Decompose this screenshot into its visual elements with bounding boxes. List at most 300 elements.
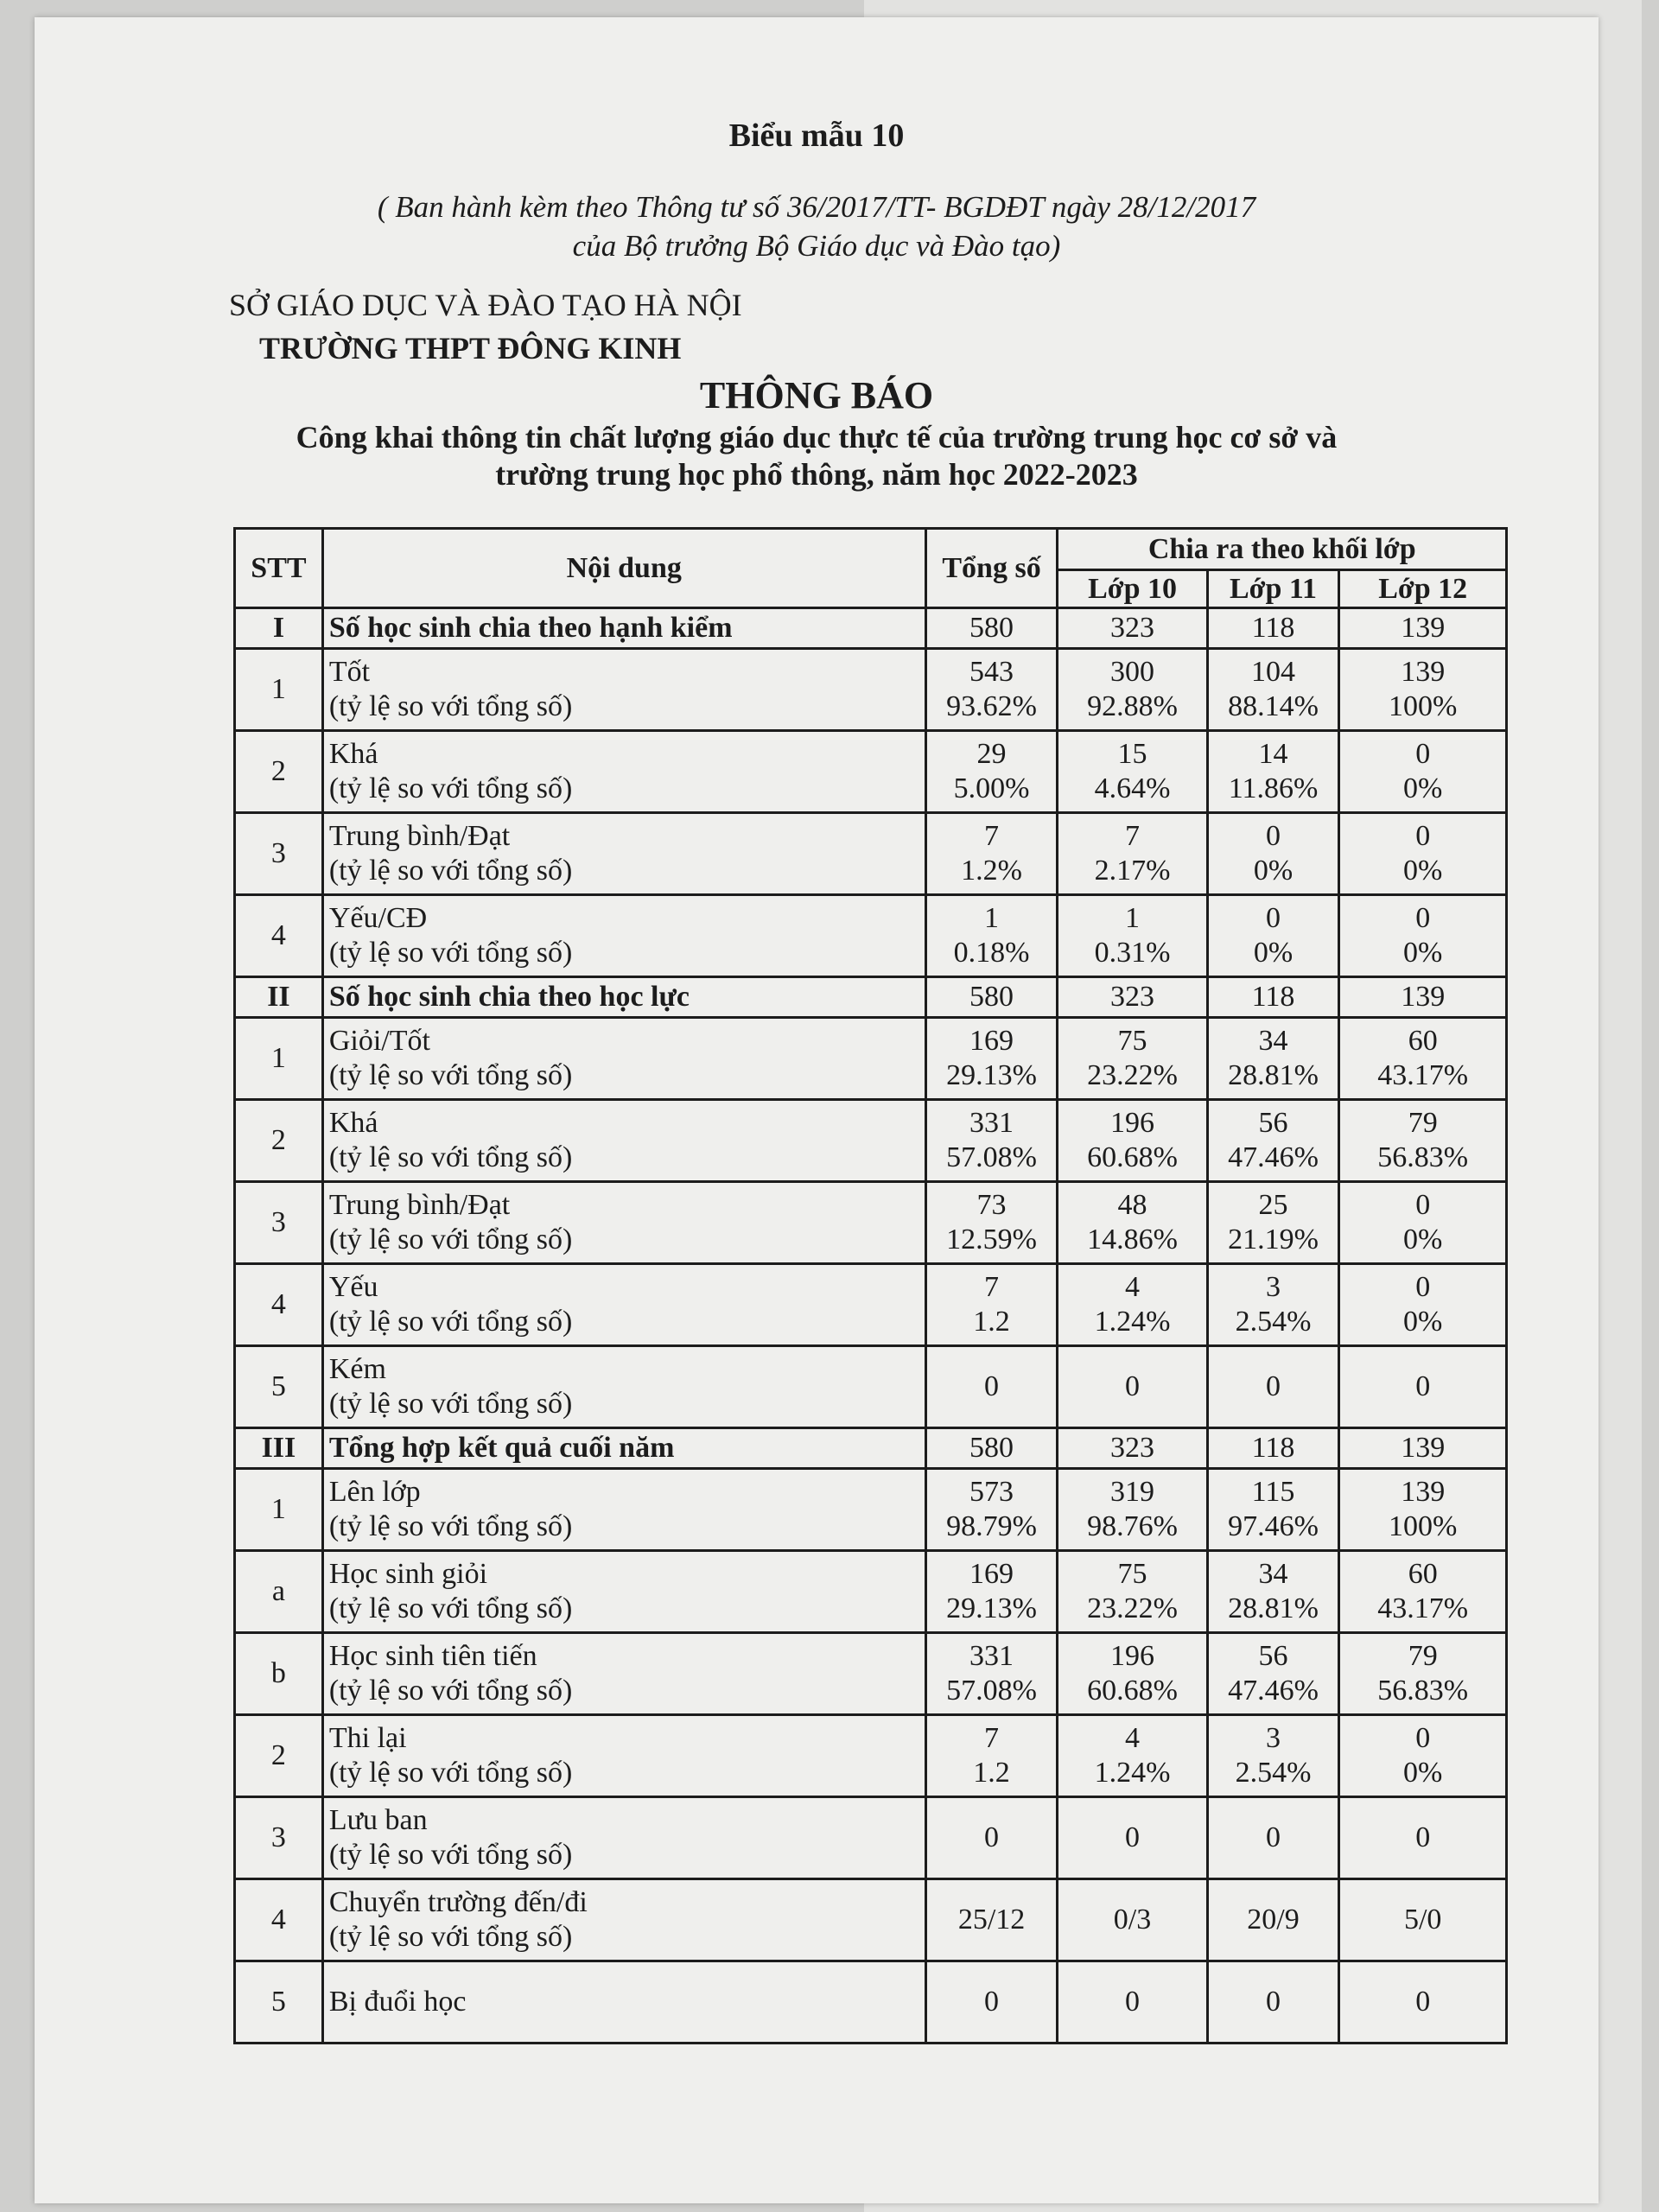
row-label: Học sinh tiên tiến	[328, 1640, 537, 1672]
grade-10-cell	[1058, 1797, 1207, 1879]
total-count: 331	[969, 1107, 1014, 1139]
total-count: 580	[969, 981, 1014, 1013]
row-label: Tổng hợp kết quả cuối năm	[328, 1432, 675, 1464]
grade-12-count: 0	[1415, 1271, 1431, 1303]
total-cell	[925, 895, 1058, 977]
document-subtitle-line-2: trường trung học phổ thông, năm học 2022-2023	[495, 457, 1138, 492]
grade-10-cell	[1058, 731, 1207, 813]
grade-12-count: 5/0	[1403, 1904, 1442, 1936]
row-label: Khá	[328, 738, 378, 770]
grade-11-count: 118	[1251, 981, 1295, 1013]
grade-11-ratio: 11.86%	[1228, 772, 1319, 804]
grade-10-cell	[1058, 1182, 1207, 1264]
table-row	[235, 895, 1507, 977]
stt-cell	[235, 1469, 323, 1551]
grade-10-count: 300	[1110, 656, 1155, 688]
row-sublabel: (tỷ lệ so với tổng số)	[328, 855, 573, 887]
grade-12-ratio: 100%	[1389, 690, 1458, 722]
issued-note-line-2: của Bộ trưởng Bộ Giáo dục và Đào tạo)	[572, 229, 1061, 263]
grade-11-cell	[1207, 1961, 1339, 2044]
content-cell	[322, 1961, 925, 2044]
grade-10-ratio: 1.24%	[1094, 1306, 1171, 1338]
total-cell	[925, 649, 1058, 731]
content-cell	[322, 1879, 925, 1961]
grade-12-count: 139	[1401, 1432, 1446, 1464]
grade-10-cell	[1058, 608, 1207, 649]
total-cell	[925, 1182, 1058, 1264]
row-sublabel: (tỷ lệ so với tổng số)	[328, 1592, 573, 1624]
grade-12-cell	[1339, 813, 1507, 895]
grade-10-count: 1	[1125, 902, 1141, 934]
quality-table	[233, 527, 1508, 2044]
grade-12-ratio: 0%	[1403, 855, 1443, 887]
grade-12-ratio: 100%	[1389, 1510, 1458, 1542]
table-row	[235, 1346, 1507, 1428]
table-row	[235, 1715, 1507, 1797]
total-cell	[925, 1018, 1058, 1100]
grade-10-cell	[1058, 1879, 1207, 1961]
row-sublabel: (tỷ lệ so với tổng số)	[328, 937, 573, 969]
grade-12-cell	[1339, 608, 1507, 649]
grade-12-cell	[1339, 649, 1507, 731]
table-row	[235, 1961, 1507, 2044]
grade-11-cell	[1207, 977, 1339, 1018]
content-cell	[322, 731, 925, 813]
table-row	[235, 1264, 1507, 1346]
total-count: 0	[984, 1370, 1000, 1402]
grade-12-cell	[1339, 1182, 1507, 1264]
total-cell	[925, 1715, 1058, 1797]
table-row	[235, 813, 1507, 895]
grade-10-cell	[1058, 1961, 1207, 2044]
content-cell	[322, 1018, 925, 1100]
content-cell	[322, 1469, 925, 1551]
form-name: Biểu mẫu 10	[728, 118, 905, 154]
grade-11-ratio: 97.46%	[1228, 1510, 1319, 1542]
grade-11-ratio: 2.54%	[1235, 1757, 1312, 1789]
row-label: Trung bình/Đạt	[328, 820, 511, 852]
stt-value: 2	[270, 1124, 286, 1156]
grade-12-count: 139	[1401, 1476, 1446, 1508]
content-cell	[322, 1100, 925, 1182]
row-label: Yếu/CĐ	[328, 902, 428, 934]
row-label: Lên lớp	[328, 1476, 421, 1508]
grade-11-cell	[1207, 895, 1339, 977]
total-cell	[925, 1346, 1058, 1428]
row-label: Thi lại	[328, 1722, 407, 1754]
row-label: Lưu ban	[328, 1804, 428, 1836]
grade-11-ratio: 28.81%	[1228, 1592, 1319, 1624]
stt-value: a	[271, 1575, 285, 1607]
grade-11-cell	[1207, 1100, 1339, 1182]
row-sublabel: (tỷ lệ so với tổng số)	[328, 1757, 573, 1789]
row-sublabel: (tỷ lệ so với tổng số)	[328, 772, 573, 804]
total-cell	[925, 977, 1058, 1018]
grade-10-cell	[1058, 1469, 1207, 1551]
grade-12-count: 0	[1415, 1370, 1431, 1402]
grade-11-count: 104	[1251, 656, 1295, 688]
row-sublabel: (tỷ lệ so với tổng số)	[328, 1388, 573, 1420]
grade-10-count: 75	[1117, 1025, 1147, 1057]
grade-12-count: 139	[1401, 981, 1446, 1013]
grade-11-cell	[1207, 1346, 1339, 1428]
grade-12-count: 0	[1415, 1821, 1431, 1853]
header-grade-11: Lớp 11	[1207, 570, 1339, 608]
stt-cell	[235, 1100, 323, 1182]
grade-11-count: 0	[1266, 1821, 1281, 1853]
stt-cell	[235, 1346, 323, 1428]
header-grade-10: Lớp 10	[1058, 570, 1207, 608]
total-ratio: 0.18%	[953, 937, 1030, 969]
grade-12-cell	[1339, 731, 1507, 813]
grade-11-cell	[1207, 1428, 1339, 1469]
table-row	[235, 731, 1507, 813]
row-sublabel: (tỷ lệ so với tổng số)	[328, 1141, 573, 1173]
grade-10-count: 0	[1125, 1986, 1141, 2018]
grade-10-count: 323	[1110, 981, 1155, 1013]
stt-cell	[235, 1018, 323, 1100]
grade-11-count: 3	[1266, 1722, 1281, 1754]
grade-10-cell	[1058, 649, 1207, 731]
content-cell	[322, 608, 925, 649]
stt-value: 3	[270, 1821, 286, 1853]
section-row	[235, 977, 1507, 1018]
grade-10-count: 323	[1110, 612, 1155, 644]
grade-11-cell	[1207, 1879, 1339, 1961]
grade-10-ratio: 23.22%	[1087, 1059, 1178, 1091]
stt-cell	[235, 1428, 323, 1469]
header-grade-12: Lớp 12	[1339, 570, 1507, 608]
row-sublabel: (tỷ lệ so với tổng số)	[328, 1059, 573, 1091]
total-count: 169	[969, 1558, 1014, 1590]
grade-10-count: 4	[1125, 1271, 1141, 1303]
total-cell	[925, 1428, 1058, 1469]
grade-10-count: 75	[1117, 1558, 1147, 1590]
total-count: 169	[969, 1025, 1014, 1057]
total-cell	[925, 1879, 1058, 1961]
grade-12-cell	[1339, 1961, 1507, 2044]
row-sublabel: (tỷ lệ so với tổng số)	[328, 1921, 573, 1953]
grade-10-cell	[1058, 1264, 1207, 1346]
grade-10-ratio: 60.68%	[1087, 1141, 1178, 1173]
total-cell	[925, 1633, 1058, 1715]
grade-10-ratio: 1.24%	[1094, 1757, 1171, 1789]
grade-12-cell	[1339, 1551, 1507, 1633]
stt-cell	[235, 1715, 323, 1797]
grade-12-count: 139	[1401, 656, 1446, 688]
grade-11-count: 3	[1266, 1271, 1281, 1303]
grade-11-cell	[1207, 1469, 1339, 1551]
grade-12-cell	[1339, 895, 1507, 977]
grade-11-ratio: 47.46%	[1228, 1675, 1319, 1707]
grade-11-cell	[1207, 1633, 1339, 1715]
grade-12-cell	[1339, 1428, 1507, 1469]
grade-11-cell	[1207, 813, 1339, 895]
stt-cell	[235, 1551, 323, 1633]
stt-value: 1	[270, 1042, 286, 1074]
stt-value: 3	[270, 837, 286, 869]
grade-11-count: 0	[1266, 1986, 1281, 2018]
grade-11-cell	[1207, 1797, 1339, 1879]
stt-value: 4	[270, 919, 286, 951]
grade-11-count: 0	[1266, 902, 1281, 934]
content-cell	[322, 1346, 925, 1428]
document-subtitle-line-1: Công khai thông tin chất lượng giáo dục thực tế của trường trung học cơ sở và	[296, 420, 1338, 454]
grade-11-count: 56	[1258, 1107, 1288, 1139]
table-row	[235, 1551, 1507, 1633]
grade-10-cell	[1058, 1551, 1207, 1633]
total-count: 0	[984, 1986, 1000, 2018]
grade-12-cell	[1339, 1633, 1507, 1715]
grade-12-ratio: 0%	[1403, 1757, 1443, 1789]
total-cell	[925, 1264, 1058, 1346]
content-cell	[322, 1633, 925, 1715]
total-count: 29	[976, 738, 1007, 770]
grade-11-count: 56	[1258, 1640, 1288, 1672]
grade-12-ratio: 0%	[1403, 772, 1443, 804]
content-cell	[322, 1715, 925, 1797]
total-count: 580	[969, 612, 1014, 644]
stt-value: 5	[270, 1986, 286, 2018]
stt-value: II	[267, 981, 290, 1013]
school-name: TRƯỜNG THPT ĐÔNG KINH	[259, 331, 682, 365]
grade-11-cell	[1207, 731, 1339, 813]
document-sheet	[35, 17, 1599, 2203]
content-cell	[322, 1428, 925, 1469]
grade-10-count: 15	[1117, 738, 1147, 770]
row-label: Giỏi/Tốt	[328, 1025, 430, 1057]
grade-11-count: 14	[1258, 738, 1288, 770]
grade-10-cell	[1058, 1018, 1207, 1100]
stt-value: 3	[270, 1206, 286, 1238]
total-ratio: 57.08%	[946, 1675, 1037, 1707]
total-ratio: 12.59%	[946, 1224, 1037, 1255]
grade-10-ratio: 14.86%	[1087, 1224, 1178, 1255]
grade-12-ratio: 56.83%	[1377, 1675, 1469, 1707]
grade-12-count: 60	[1408, 1558, 1438, 1590]
row-label: Chuyển trường đến/đi	[328, 1886, 588, 1918]
department-name: SỞ GIÁO DỤC VÀ ĐÀO TẠO HÀ NỘI	[229, 288, 742, 322]
grade-12-count: 0	[1415, 1986, 1431, 2018]
grade-11-count: 0	[1266, 1370, 1281, 1402]
total-count: 1	[984, 902, 1000, 934]
stt-value: 2	[270, 755, 286, 787]
grade-12-cell	[1339, 1469, 1507, 1551]
stt-value: 2	[270, 1739, 286, 1771]
total-ratio: 1.2	[973, 1757, 1010, 1789]
grade-12-ratio: 0%	[1403, 1224, 1443, 1255]
grade-12-cell	[1339, 1346, 1507, 1428]
content-cell	[322, 649, 925, 731]
header-stt: STT	[235, 529, 323, 608]
grade-12-cell	[1339, 1100, 1507, 1182]
total-cell	[925, 1551, 1058, 1633]
stt-value: b	[270, 1657, 286, 1689]
grade-10-count: 4	[1125, 1722, 1141, 1754]
total-cell	[925, 608, 1058, 649]
content-cell	[322, 895, 925, 977]
grade-12-count: 79	[1408, 1640, 1438, 1672]
header-total: Tổng số	[925, 529, 1058, 608]
grade-12-count: 0	[1415, 902, 1431, 934]
table-row	[235, 1182, 1507, 1264]
grade-11-ratio: 47.46%	[1228, 1141, 1319, 1173]
content-cell	[322, 1551, 925, 1633]
grade-10-ratio: 92.88%	[1087, 690, 1178, 722]
grade-12-cell	[1339, 1715, 1507, 1797]
grade-10-ratio: 2.17%	[1094, 855, 1171, 887]
table-row	[235, 1469, 1507, 1551]
stt-value: I	[272, 612, 285, 644]
row-label: Kém	[328, 1353, 386, 1385]
stt-value: III	[261, 1432, 296, 1464]
grade-12-ratio: 43.17%	[1377, 1059, 1469, 1091]
total-count: 0	[984, 1821, 1000, 1853]
table-row	[235, 1100, 1507, 1182]
grade-10-cell	[1058, 1715, 1207, 1797]
content-cell	[322, 1182, 925, 1264]
grade-10-count: 196	[1110, 1107, 1155, 1139]
row-sublabel: (tỷ lệ so với tổng số)	[328, 1675, 573, 1707]
total-cell	[925, 1961, 1058, 2044]
row-sublabel: (tỷ lệ so với tổng số)	[328, 1224, 573, 1255]
grade-10-cell	[1058, 895, 1207, 977]
grade-12-cell	[1339, 1797, 1507, 1879]
row-sublabel: (tỷ lệ so với tổng số)	[328, 1510, 573, 1542]
grade-10-ratio: 4.64%	[1094, 772, 1171, 804]
row-label: Tốt	[328, 656, 371, 688]
grade-12-count: 0	[1415, 1189, 1431, 1221]
total-ratio: 29.13%	[946, 1592, 1037, 1624]
grade-10-cell	[1058, 1100, 1207, 1182]
grade-11-ratio: 28.81%	[1228, 1059, 1319, 1091]
grade-11-count: 118	[1251, 612, 1295, 644]
grade-12-count: 0	[1415, 1722, 1431, 1754]
grade-11-count: 20/9	[1247, 1904, 1300, 1936]
grade-11-ratio: 0%	[1253, 937, 1294, 969]
stt-cell	[235, 649, 323, 731]
grade-11-cell	[1207, 608, 1339, 649]
grade-10-ratio: 60.68%	[1087, 1675, 1178, 1707]
total-ratio: 1.2	[973, 1306, 1010, 1338]
row-label: Trung bình/Đạt	[328, 1189, 511, 1221]
total-count: 73	[976, 1189, 1007, 1221]
stt-cell	[235, 731, 323, 813]
grade-12-count: 0	[1415, 738, 1431, 770]
stt-value: 1	[270, 673, 286, 705]
grade-11-cell	[1207, 1182, 1339, 1264]
header-content: Nội dung	[322, 529, 925, 608]
grade-11-cell	[1207, 1264, 1339, 1346]
row-label: Yếu	[328, 1271, 378, 1303]
total-count: 7	[984, 820, 1000, 852]
stt-cell	[235, 608, 323, 649]
total-count: 331	[969, 1640, 1014, 1672]
stt-cell	[235, 977, 323, 1018]
stt-cell	[235, 1879, 323, 1961]
total-ratio: 57.08%	[946, 1141, 1037, 1173]
grade-11-cell	[1207, 1715, 1339, 1797]
total-ratio: 5.00%	[953, 772, 1030, 804]
row-label: Bị đuổi học	[328, 1986, 467, 2018]
grade-11-ratio: 2.54%	[1235, 1306, 1312, 1338]
grade-10-count: 323	[1110, 1432, 1155, 1464]
total-cell	[925, 813, 1058, 895]
grade-12-ratio: 56.83%	[1377, 1141, 1469, 1173]
grade-11-count: 25	[1258, 1189, 1288, 1221]
grade-10-cell	[1058, 813, 1207, 895]
grade-11-cell	[1207, 1551, 1339, 1633]
grade-11-count: 115	[1251, 1476, 1295, 1508]
grade-12-ratio: 0%	[1403, 937, 1443, 969]
document	[35, 17, 1599, 2203]
grade-10-cell	[1058, 1633, 1207, 1715]
section-row	[235, 608, 1507, 649]
grade-12-cell	[1339, 1018, 1507, 1100]
row-label: Số học sinh chia theo học lực	[328, 981, 690, 1013]
stt-cell	[235, 1633, 323, 1715]
row-sublabel: (tỷ lệ so với tổng số)	[328, 1306, 573, 1338]
stt-cell	[235, 1264, 323, 1346]
content-cell	[322, 1264, 925, 1346]
grade-10-count: 7	[1125, 820, 1141, 852]
issued-note-line-1: ( Ban hành kèm theo Thông tư số 36/2017/TT- BGDĐT ngày 28/12/2017	[377, 190, 1256, 224]
stt-cell	[235, 1797, 323, 1879]
section-row	[235, 1428, 1507, 1469]
grade-12-cell	[1339, 977, 1507, 1018]
stt-cell	[235, 813, 323, 895]
table-row	[235, 1633, 1507, 1715]
grade-11-count: 0	[1266, 820, 1281, 852]
grade-12-cell	[1339, 1879, 1507, 1961]
header-grade-group: Chia ra theo khối lớp	[1058, 529, 1507, 570]
grade-12-count: 79	[1408, 1107, 1438, 1139]
grade-10-count: 0	[1125, 1821, 1141, 1853]
total-ratio: 98.79%	[946, 1510, 1037, 1542]
content-cell	[322, 1797, 925, 1879]
grade-10-count: 0	[1125, 1370, 1141, 1402]
total-count: 543	[969, 656, 1014, 688]
total-cell	[925, 731, 1058, 813]
table-row	[235, 1797, 1507, 1879]
table-row	[235, 649, 1507, 731]
stt-value: 4	[270, 1288, 286, 1320]
total-count: 573	[969, 1476, 1014, 1508]
stt-value: 5	[270, 1370, 286, 1402]
grade-12-ratio: 43.17%	[1377, 1592, 1469, 1624]
stt-cell	[235, 895, 323, 977]
grade-10-ratio: 23.22%	[1087, 1592, 1178, 1624]
grade-12-count: 139	[1401, 612, 1446, 644]
grade-11-ratio: 21.19%	[1228, 1224, 1319, 1255]
document-title: THÔNG BÁO	[699, 374, 934, 416]
table-row	[235, 1879, 1507, 1961]
grade-12-count: 0	[1415, 820, 1431, 852]
total-cell	[925, 1100, 1058, 1182]
total-ratio: 1.2%	[961, 855, 1022, 887]
grade-11-cell	[1207, 1018, 1339, 1100]
grade-10-ratio: 98.76%	[1087, 1510, 1178, 1542]
content-cell	[322, 977, 925, 1018]
stt-value: 4	[270, 1904, 286, 1936]
grade-11-count: 34	[1258, 1558, 1288, 1590]
row-label: Học sinh giỏi	[328, 1558, 488, 1590]
total-ratio: 29.13%	[946, 1059, 1037, 1091]
grade-10-count: 0/3	[1113, 1904, 1152, 1936]
grade-11-count: 34	[1258, 1025, 1288, 1057]
row-label: Số học sinh chia theo hạnh kiểm	[328, 612, 733, 644]
stt-cell	[235, 1182, 323, 1264]
